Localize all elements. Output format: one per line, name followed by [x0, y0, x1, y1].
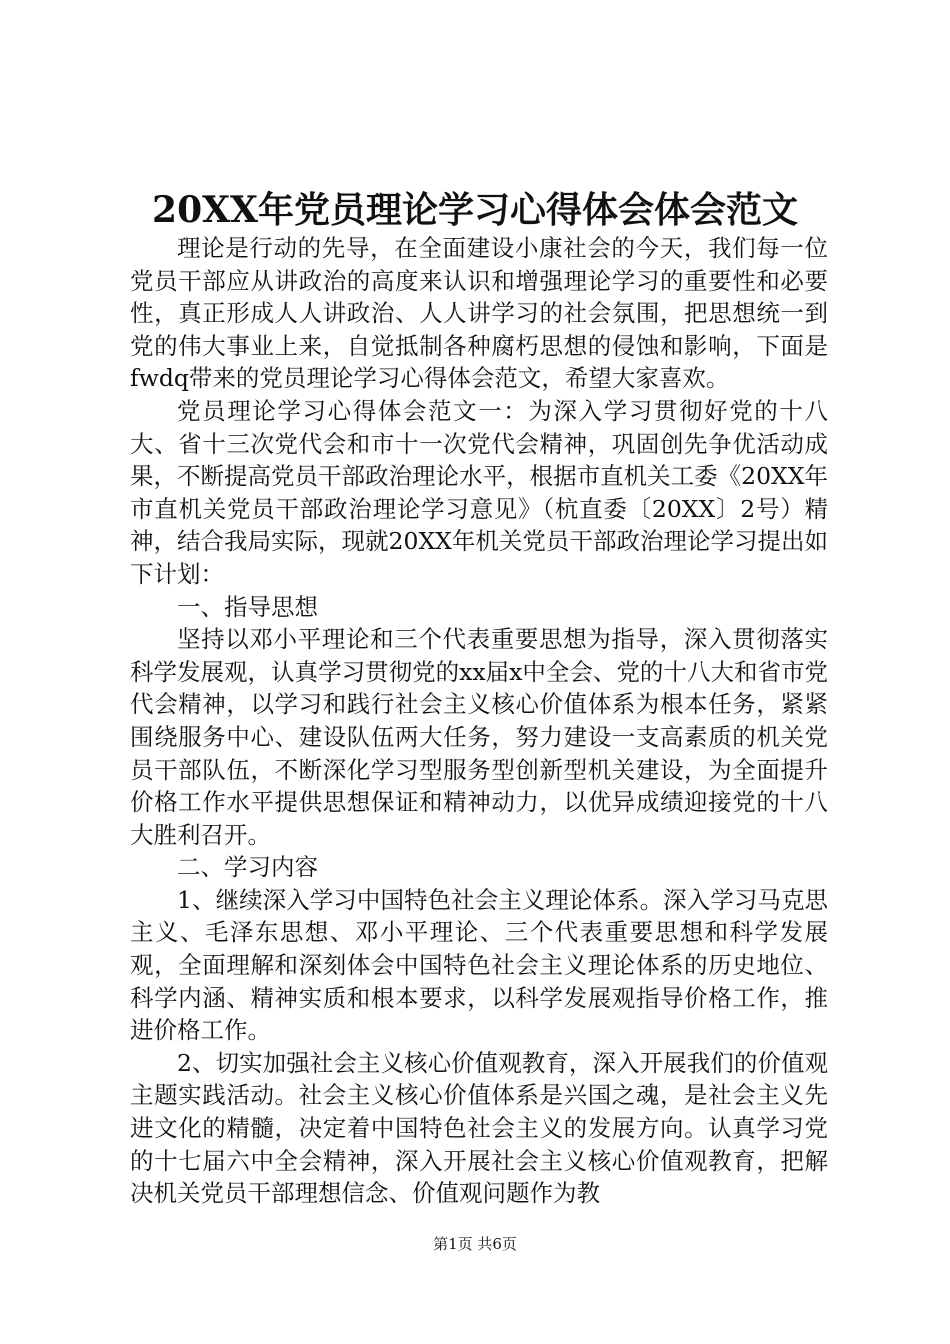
paragraph-sample-one: 党员理论学习心得体会范文一：为深入学习贯彻好党的十八大、省十三次党代会和市十一次党代会精神，巩固创先争优活动成果，不断提高党员干部政治理论水平，根据市直机关工委《20XX年市直机关党员干部政治理论学习意见》（杭直委〔20XX〕2号）精神，结合我局实际，现就20XX年机关党员干部政治理论学习提出如下计划：	[130, 396, 828, 588]
section-heading-guiding-thought: 一、指导思想	[177, 592, 318, 621]
document-body	[130, 232, 828, 1210]
section-heading-study-content: 二、学习内容	[177, 853, 318, 882]
document-title: 20XX年党员理论学习心得体会体会范文	[152, 189, 798, 231]
paragraph-intro: 理论是行动的先导，在全面建设小康社会的今天，我们每一位党员干部应从讲政治的高度来认识和增强理论学习的重要性和必要性，真正形成人人讲政治、人人讲学习的社会氛围，把思想统一到党的伟大事业上来，自觉抵制各种腐朽思想的侵蚀和影响，下面是fwdq带来的党员理论学习心得体会范文，希望大家喜欢。	[130, 234, 828, 393]
page-number-footer: 第1页 共6页	[433, 1235, 517, 1253]
paragraph-study-item-2: 2、切实加强社会主义核心价值观教育，深入开展我们的价值观主题实践活动。社会主义核心价值体系是兴国之魂，是社会主义先进文化的精髓，决定着中国特色社会主义的发展方向。认真学习党的十七届六中全会精神，深入开展社会主义核心价值观教育，把解决机关党员干部理想信念、价值观问题作为教	[130, 1048, 828, 1208]
paragraph-study-item-1: 1、继续深入学习中国特色社会主义理论体系。深入学习马克思主义、毛泽东思想、邓小平理论、三个代表重要思想和科学发展观，全面理解和深刻体会中国特色社会主义理论体系的历史地位、科学内涵、精神实质和根本要求，以科学发展观指导价格工作，推进价格工作。	[130, 885, 828, 1045]
paragraph-guiding-thought: 坚持以邓小平理论和三个代表重要思想为指导，深入贯彻落实科学发展观，认真学习贯彻党的xx届x中全会、党的十八大和省市党代会精神，以学习和践行社会主义核心价值体系为根本任务，紧紧围绕服务中心、建设队伍两大任务，努力建设一支高素质的机关党员干部队伍，不断深化学习型服务型创新型机关建设，为全面提升价格工作水平提供思想保证和精神动力，以优异成绩迎接党的十八大胜利召开。	[130, 625, 828, 849]
